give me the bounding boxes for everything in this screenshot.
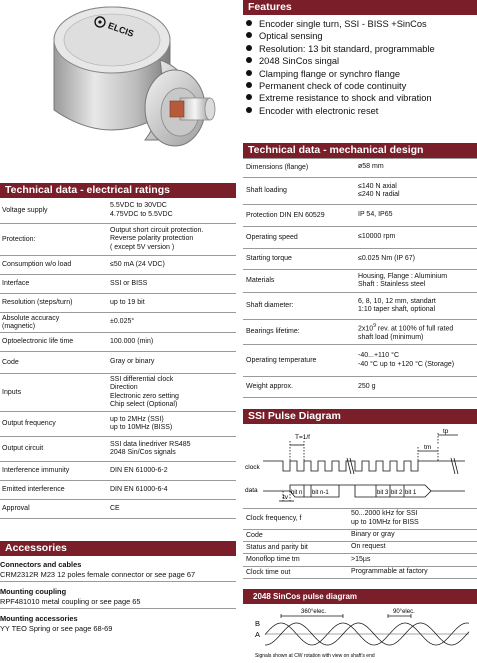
- row-value: ±0.025°: [110, 318, 135, 326]
- row-label: Code: [246, 531, 263, 539]
- row-label: Interface: [2, 280, 30, 287]
- divider: [0, 581, 236, 582]
- table-row: [0, 256, 236, 275]
- accessory-heading: Mounting coupling: [0, 587, 67, 596]
- feature-item: Encoder with electronic reset: [246, 105, 378, 117]
- row-value: 6, 8, 10, 12 mm, standart 1:10 taper shaft, optional: [358, 297, 436, 313]
- row-value: ≤50 mA (24 VDC): [110, 260, 165, 268]
- table-row: [243, 567, 477, 579]
- row-value: DIN EN 61000-6-2: [110, 466, 168, 474]
- table-row: [243, 508, 477, 530]
- ssi-period-label: T=1/f: [295, 434, 310, 441]
- row-label: Dimensions (flange): [246, 163, 309, 171]
- row-label: Clock frequency, f: [246, 514, 302, 522]
- row-value: On request: [351, 543, 386, 551]
- table-row: [243, 377, 477, 398]
- ssi-title: SSI Pulse Diagram: [243, 409, 477, 424]
- row-value: 250 g: [358, 382, 376, 390]
- row-value: up to 19 bit: [110, 298, 145, 306]
- row-label: Monoflop time tm: [246, 556, 300, 563]
- divider: [0, 608, 236, 609]
- table-row: [0, 352, 236, 374]
- row-value: -40...+110 °C -40 °C up to +120 °C (Storage): [358, 352, 455, 368]
- bullet-icon: [246, 45, 252, 51]
- table-row: [0, 462, 236, 481]
- table-row: [243, 270, 477, 293]
- ssi-bit-label: bit n-1: [312, 490, 329, 496]
- table-row: [243, 227, 477, 249]
- feature-item: Encoder single turn, SSI - BISS +SinCos: [246, 18, 427, 30]
- table-row: [243, 554, 477, 567]
- bullet-icon: [246, 94, 252, 100]
- row-label: Output frequency: [2, 420, 56, 427]
- accessory-text: YY TEO Spring or see page 68-69: [0, 624, 113, 633]
- accessories-list: [0, 558, 236, 661]
- table-row: [243, 205, 477, 227]
- accessories-title: Accessories: [0, 541, 236, 556]
- ssi-pulse-diagram: [243, 425, 477, 507]
- table-row: [243, 158, 477, 178]
- bullet-icon: [246, 82, 252, 88]
- ssi-bit-label: bit 3: [377, 490, 389, 496]
- table-row: [0, 313, 236, 333]
- row-label: Shaft loading: [246, 187, 287, 194]
- row-label: Inputs: [2, 388, 22, 396]
- table-row: [0, 224, 236, 256]
- bullet-icon: [246, 32, 252, 38]
- feature-item: Extreme resistance to shock and vibration: [246, 92, 432, 104]
- row-label: Absolute accuracy (magnetic): [2, 314, 60, 330]
- row-value: IP 54, IP65: [358, 211, 393, 219]
- row-value: Binary or gray: [351, 531, 395, 539]
- row-label: Status and parity bit: [246, 543, 308, 551]
- row-label: Weight approx.: [246, 383, 293, 390]
- row-label: Protection DIN EN 60529: [246, 211, 325, 219]
- bullet-icon: [246, 20, 252, 26]
- row-value: SSI data linedriver RS485 2048 Sin/Cos signals: [110, 440, 191, 456]
- table-row: [0, 500, 236, 519]
- table-row: [0, 294, 236, 313]
- ssi-tv-label: tv: [283, 494, 289, 501]
- accessory-text: CRM2312R M23 12 poles female connector or see page 67: [0, 570, 196, 579]
- row-value: SSI differential clock Direction Electronic zero setting Chip select (Optional): [110, 375, 179, 408]
- table-row: [0, 374, 236, 412]
- bullet-icon: [246, 107, 252, 113]
- sincos-b-label: B: [255, 619, 261, 628]
- sincos-360-label: 360°elec.: [301, 609, 327, 615]
- row-value: DIN EN 61000-6-4: [110, 485, 168, 493]
- brand-logo: ELCIS: [106, 20, 136, 39]
- row-value: Gray or binary: [110, 358, 155, 366]
- row-label: Shaft diameter:: [246, 302, 294, 309]
- ssi-tp-label: tp: [443, 428, 449, 435]
- feature-item: Clamping flange or synchro flange: [246, 68, 400, 80]
- accessory-text: RPF481010 metal coupling or see page 65: [0, 597, 141, 606]
- row-value: CE: [110, 504, 120, 512]
- mechanical-title: Technical data - mechanical design: [243, 143, 477, 158]
- feature-item: Optical sensing: [246, 30, 323, 42]
- row-value: >15µs: [351, 555, 371, 563]
- electrical-table: [0, 198, 236, 528]
- feature-item: Permanent check of code continuity: [246, 80, 406, 92]
- row-value: ≤10000 rpm: [358, 233, 396, 241]
- sincos-90-label: 90°elec.: [393, 609, 415, 615]
- accessory-heading: Mounting accessories: [0, 614, 78, 623]
- row-value: Housing, Flange : Aluminium Shaft : Stainless steel: [358, 272, 448, 288]
- table-row: [0, 275, 236, 294]
- feature-item: 2048 SinCos singal: [246, 55, 339, 67]
- row-label: Resolution (steps/turn): [2, 299, 73, 306]
- row-label: Operating speed: [246, 233, 298, 241]
- ssi-tm-label: tm: [424, 444, 432, 451]
- table-row: [0, 333, 236, 352]
- sincos-note: Signals shown at CW rotation with view on shaft's end: [255, 653, 375, 659]
- table-row: [243, 530, 477, 542]
- row-label: Interference immunity: [2, 467, 70, 474]
- row-label: Output circuit: [2, 445, 44, 452]
- ssi-data-label: data: [245, 487, 258, 494]
- sincos-a-label: A: [255, 630, 261, 639]
- row-label: Consumption w/o load: [2, 261, 72, 268]
- table-row: [243, 293, 477, 320]
- row-value: 5.5VDC to 30VDC 4.75VDC to 5.5VDC: [110, 202, 173, 218]
- electrical-title: Technical data - electrical ratings: [0, 183, 236, 198]
- row-label: Operating temperature: [246, 356, 317, 364]
- row-value: SSI or BISS: [110, 279, 148, 287]
- ssi-bit-label: bit n: [291, 490, 303, 496]
- sincos-diagram: [243, 604, 477, 661]
- row-label: Optoelectronic life time: [2, 338, 74, 345]
- table-row: [0, 437, 236, 462]
- row-value: 50...2000 kHz for SSI up to 10MHz for BISS: [351, 510, 419, 526]
- ssi-bit-label: bit 1: [405, 490, 417, 496]
- bullet-icon: [246, 57, 252, 63]
- table-row: [243, 542, 477, 554]
- row-value: ø58 mm: [358, 163, 384, 171]
- row-value: ≤140 N axial ≤240 N radial: [358, 182, 400, 198]
- table-row: [243, 320, 477, 345]
- table-row: [0, 481, 236, 500]
- table-row: [0, 198, 236, 224]
- row-label: Emitted interference: [2, 486, 65, 493]
- ssi-table: [243, 508, 477, 584]
- mechanical-table: [243, 158, 477, 398]
- sincos-title: 2048 SinCos pulse diagram: [243, 589, 477, 604]
- row-value: ≤0.025 Nm (IP 67): [358, 254, 416, 262]
- row-label: Code: [2, 358, 19, 366]
- table-row: [243, 178, 477, 205]
- table-row: [243, 345, 477, 377]
- row-value: 100.000 (min): [110, 337, 154, 345]
- table-row: [0, 412, 236, 437]
- table-row: [243, 249, 477, 270]
- row-label: Clock time out: [246, 568, 291, 576]
- bullet-icon: [246, 70, 252, 76]
- row-value: Output short circuit protection. Reverse polarity protection ( except 5V version ): [110, 226, 204, 251]
- row-label: Materials: [246, 277, 275, 284]
- row-label: Approval: [2, 505, 30, 512]
- row-label: Voltage supply: [2, 206, 48, 214]
- row-value: $2x10^9$ rev. at 100% of full rated shaft load (minimum): [358, 322, 454, 341]
- features-title: Features: [243, 0, 477, 15]
- row-value: up to 2MHz (SSI) up to 10MHz (BISS): [110, 415, 173, 431]
- feature-item: Resolution: 13 bit standard, programmable: [246, 43, 435, 55]
- ssi-clock-label: clock: [245, 464, 260, 471]
- row-label: Starting torque: [246, 255, 292, 262]
- row-value: Programmable at factory: [351, 568, 428, 576]
- ssi-bit-label: bit 2: [391, 490, 403, 496]
- row-label: Protection:: [2, 235, 36, 243]
- accessory-heading: Connectors and cables: [0, 560, 82, 569]
- encoder-product-image: [40, 0, 230, 178]
- row-label: Bearings lifetime:: [246, 328, 300, 335]
